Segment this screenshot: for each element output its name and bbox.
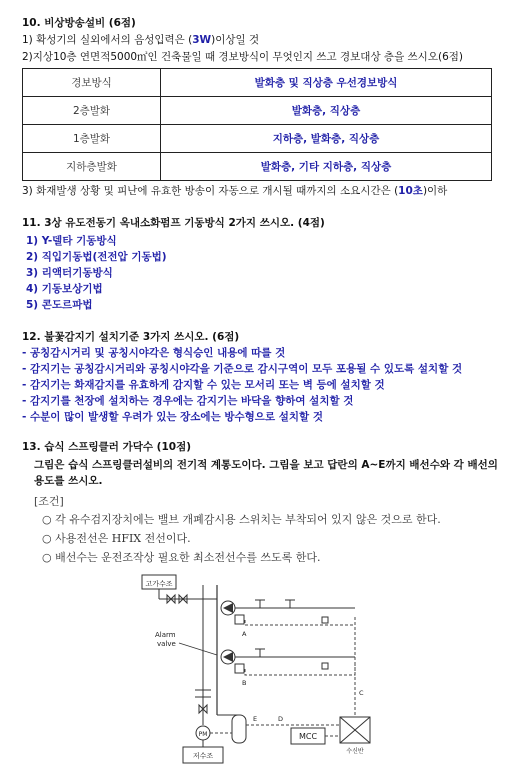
q12-title: 12. 불꽃감지기 설치기준 3가지 쓰시오. (6점) bbox=[22, 331, 240, 343]
table-row bbox=[23, 125, 492, 153]
condition-item: ○ 배선수는 운전조작상 필요한 최소전선수를 쓰도록 한다. bbox=[42, 551, 321, 564]
q10-item3 bbox=[22, 184, 447, 198]
condition-item: ○ 사용전선은 HFIX 전선이다. bbox=[42, 532, 191, 545]
table-row bbox=[23, 69, 492, 97]
mcc-label: MCC bbox=[298, 732, 318, 741]
q12-answer: - 감지기를 천장에 설치하는 경우에는 감지기는 바닥을 향하여 설치할 것 bbox=[22, 395, 354, 407]
table-row bbox=[23, 97, 492, 125]
pump-motor-label: PM bbox=[198, 731, 208, 738]
alarm-valve-label: Alarm bbox=[155, 631, 176, 639]
water-tank-label: 저수조 bbox=[192, 752, 214, 760]
q11-title: 11. 3상 유도전동기 옥내소화펌프 기동방식 2가지 쓰시오. (4점) bbox=[22, 217, 325, 229]
q12-answer: - 공칭감시거리 및 공칭시야각은 형식승인 내용에 따를 것 bbox=[22, 347, 286, 359]
q10-item3-answer: 10초 bbox=[398, 185, 423, 197]
table-cell-right: 지하층, 발화층, 직상층 bbox=[161, 125, 492, 153]
table-cell-left: 지하층발화 bbox=[23, 153, 161, 181]
table-cell-right: 발화층, 직상층 bbox=[161, 97, 492, 125]
conditions-title: [조건] bbox=[34, 495, 64, 508]
pressure-switch-icon bbox=[235, 664, 244, 673]
wiring bbox=[245, 665, 355, 675]
q10-item3-post: )이하 bbox=[422, 185, 448, 197]
q11-answer: 4) 기동보상기법 bbox=[26, 283, 103, 295]
q10-item3-pre: 3) 화재발생 상황 및 피난에 유효한 방송이 자동으로 개시될 때까지의 소요시간은 ( bbox=[22, 185, 399, 197]
pressure-switch-icon bbox=[235, 615, 244, 624]
q10-item1-answer: 3W bbox=[192, 34, 212, 46]
q11-answer: 5) 콘도르파법 bbox=[26, 299, 93, 311]
label-e: E bbox=[253, 715, 258, 723]
q12-answer: - 수분이 많이 발생할 우려가 있는 장소에는 방수형으로 설치할 것 bbox=[22, 411, 323, 423]
q12-answer: - 감지기는 공칭감시거리와 공칭시야각을 기준으로 감시구역이 모두 포용될 수 있도록 설치할 것 bbox=[22, 363, 463, 375]
label-b: B bbox=[242, 679, 247, 687]
table-cell-right: 발화층, 기타 지하층, 직상층 bbox=[161, 153, 492, 181]
alarm-valve-label-2: valve bbox=[157, 640, 176, 648]
q10-title: 10. 비상방송설비 (6점) bbox=[22, 17, 136, 29]
q11-answer: 2) 직입기동법(전전압 기동법) bbox=[26, 251, 167, 263]
q10-item1 bbox=[22, 33, 259, 47]
sprinkler-diagram bbox=[95, 565, 515, 770]
label-c: C bbox=[359, 689, 364, 697]
elevated-tank-label: 고가수조 bbox=[145, 580, 173, 588]
q13-title: 13. 습식 스프링클러 가닥수 (10점) bbox=[22, 441, 192, 453]
q10-answer-table bbox=[22, 68, 492, 181]
tamper-switch-icon bbox=[322, 663, 328, 669]
pressure-tank bbox=[232, 715, 246, 743]
table-cell-left: 경보방식 bbox=[23, 69, 161, 97]
pointer-line bbox=[179, 643, 217, 655]
label-d: D bbox=[278, 715, 284, 723]
tamper-switch-icon bbox=[322, 617, 328, 623]
table-cell-right: 발화층 및 직상층 우선경보방식 bbox=[161, 69, 492, 97]
q11-answer: 3) 리액터기동방식 bbox=[26, 267, 113, 279]
q13-description-line2: 용도를 쓰시오. bbox=[34, 475, 103, 487]
q10-item2: 2)지상10층 연면적5000㎡인 건축물일 때 경보방식이 무엇인지 쓰고 경보대상 층을 쓰시오(6점) bbox=[22, 51, 463, 63]
receiver-panel-label: 수신반 bbox=[346, 748, 364, 755]
condition-item: ○ 각 유수검지장치에는 밸브 개폐감시용 스위치는 부착되어 있지 않은 것으로 한다. bbox=[42, 513, 441, 526]
label-a: A bbox=[242, 630, 247, 638]
table-row bbox=[23, 153, 492, 181]
q11-answer: 1) Y-델타 기동방식 bbox=[26, 235, 117, 247]
table-cell-left: 2층발화 bbox=[23, 97, 161, 125]
q10-item1-pre: 1) 확성기의 실외에서의 음성입력은 ( bbox=[22, 34, 193, 46]
q12-answer: - 감지기는 화재감지를 유효하게 감지할 수 있는 모서리 또는 벽 등에 설치할 것 bbox=[22, 379, 385, 391]
table-cell-left: 1층발화 bbox=[23, 125, 161, 153]
wiring bbox=[245, 617, 355, 625]
q10-item1-post: )이상일 것 bbox=[211, 34, 260, 46]
q13-description-line1: 그림은 습식 스프링클러설비의 전기적 계통도이다. 그림을 보고 답란의 A~E까지 배선수와 각 배선의 bbox=[34, 459, 498, 471]
